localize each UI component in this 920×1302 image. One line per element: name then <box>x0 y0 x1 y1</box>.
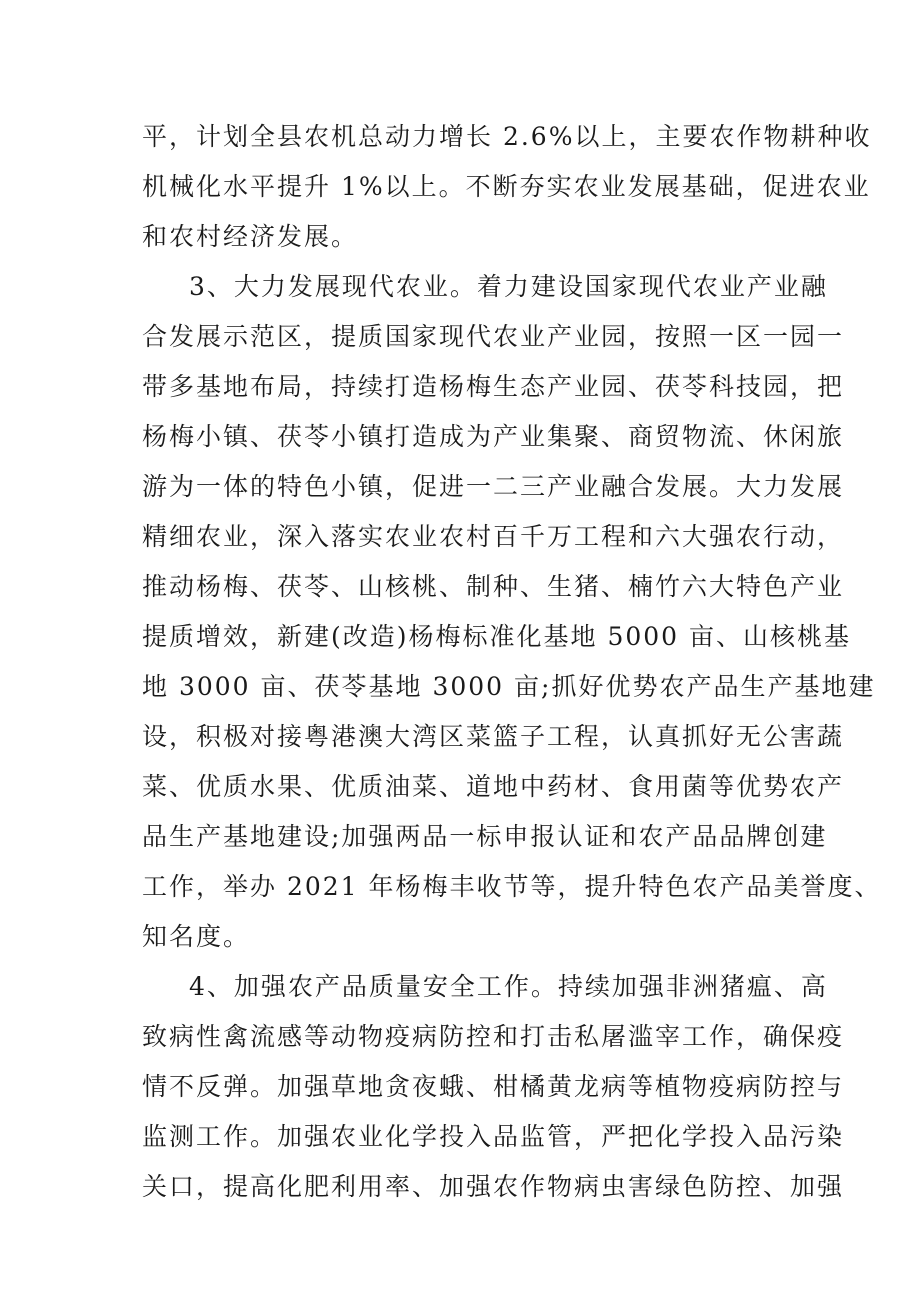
text-line: 品生产基地建设;加强两品一标申报认证和农产品品牌创建 <box>142 822 828 851</box>
text-line: 知名度。 <box>142 922 251 951</box>
text-line: 带多基地布局，持续打造杨梅生态产业园、茯苓科技园，把 <box>142 372 845 401</box>
text-line: 合发展示范区，提质国家现代农业产业园，按照一区一园一 <box>142 322 845 351</box>
text-line: 和农村经济发展。 <box>142 222 359 251</box>
text-line: 监测工作。加强农业化学投入品监管，严把化学投入品污染 <box>142 1122 845 1151</box>
document-body <box>142 112 882 1212</box>
text-line: 致病性禽流感等动物疫病防控和打击私屠滥宰工作，确保疫 <box>142 1022 845 1051</box>
text-line: 平，计划全县农机总动力增长 2.6%以上，主要农作物耕种收 <box>142 122 872 151</box>
paragraph-3 <box>142 262 882 962</box>
text-line: 推动杨梅、茯苓、山核桃、制种、生猪、楠竹六大特色产业 <box>142 572 845 601</box>
text-line: 杨梅小镇、茯苓小镇打造成为产业集聚、商贸物流、休闲旅 <box>142 422 845 451</box>
paragraph-continuation <box>142 112 872 262</box>
text-line: 菜、优质水果、优质油菜、道地中药材、食用菌等优势农产 <box>142 772 845 801</box>
text-line: 地 3000 亩、茯苓基地 3000 亩;抓好优势农产品生产基地建 <box>142 672 876 701</box>
text-line: 提质增效，新建(改造)杨梅标准化基地 5000 亩、山核桃基 <box>142 622 852 651</box>
text-line: 4、加强农产品质量安全工作。持续加强非洲猪瘟、高 <box>189 972 828 1001</box>
text-line: 精细农业，深入落实农业农村百千万工程和六大强农行动， <box>142 522 845 551</box>
text-line: 情不反弹。加强草地贪夜蛾、柑橘黄龙病等植物疫病防控与 <box>142 1072 845 1101</box>
text-line: 设，积极对接粤港澳大湾区菜篮子工程，认真抓好无公害蔬 <box>142 722 845 751</box>
text-line: 游为一体的特色小镇，促进一二三产业融合发展。大力发展 <box>142 472 845 501</box>
paragraph-4 <box>142 962 845 1212</box>
text-line: 工作，举办 2021 年杨梅丰收节等，提升特色农产品美誉度、 <box>142 872 882 901</box>
text-line: 关口，提高化肥利用率、加强农作物病虫害绿色防控、加强 <box>142 1172 845 1201</box>
text-line: 机械化水平提升 1%以上。不断夯实农业发展基础，促进农业 <box>142 172 871 201</box>
text-line: 3、大力发展现代农业。着力建设国家现代农业产业融 <box>189 272 828 301</box>
